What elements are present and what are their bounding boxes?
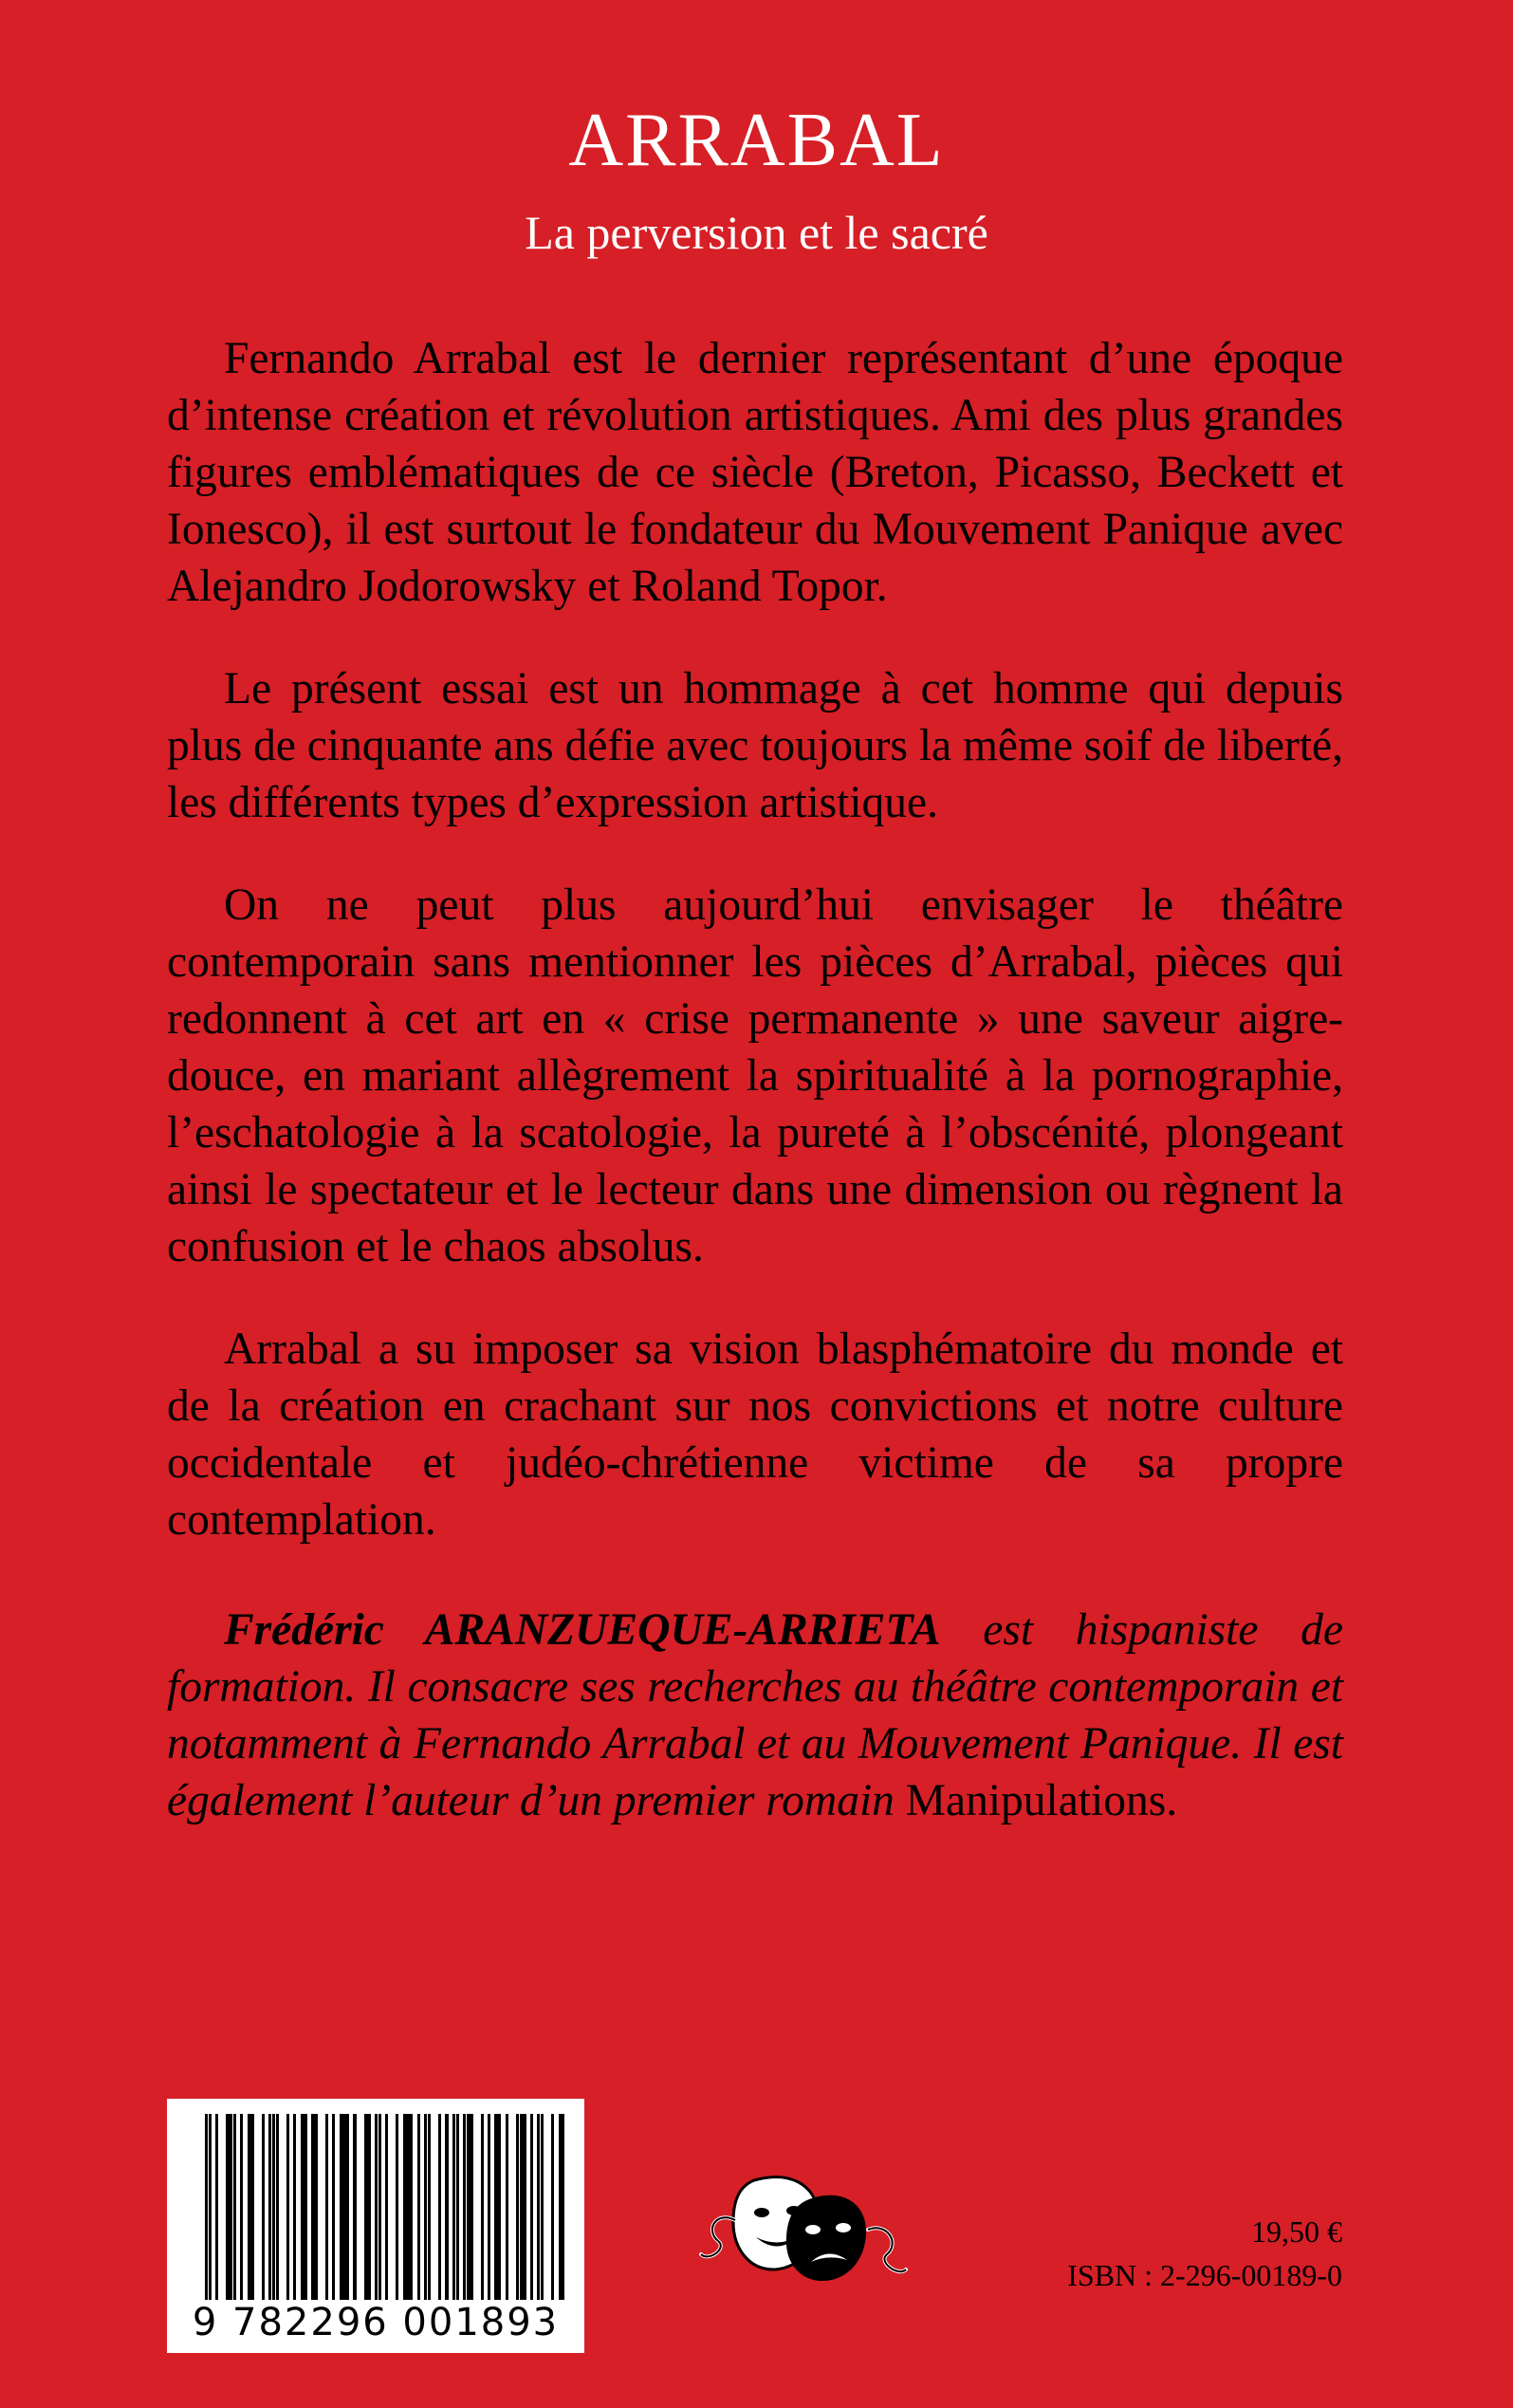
barcode-bar xyxy=(551,2114,554,2300)
barcode-bar xyxy=(342,2114,345,2300)
barcode-bar xyxy=(506,2114,508,2300)
barcode-bar xyxy=(470,2114,472,2300)
blurb-paragraph: Arrabal a su imposer sa vision blasphématoire du monde et de la création en crachant sur nos convictions et notre culture occidentale et judéo-chrétienne victime de sa propre contemplation. xyxy=(167,1324,1343,1545)
barcode-bar xyxy=(523,2114,526,2300)
barcode-bar xyxy=(378,2114,381,2300)
barcode-bar xyxy=(240,2114,243,2300)
theatre-masks-logo-icon xyxy=(697,2163,911,2296)
barcode-bar xyxy=(293,2114,296,2300)
barcode-bar xyxy=(332,2114,335,2300)
barcode-bar xyxy=(353,2114,356,2300)
barcode-bar xyxy=(406,2114,409,2300)
barcode-bar xyxy=(410,2114,413,2300)
author-bio xyxy=(167,1602,1343,1829)
barcode-bar xyxy=(325,2114,328,2300)
barcode-bar xyxy=(516,2114,519,2300)
barcode-bar xyxy=(498,2114,501,2300)
barcode-bar xyxy=(385,2114,388,2300)
barcode-digits: 9 782296 001893 xyxy=(192,2301,560,2344)
barcode-bar xyxy=(314,2114,317,2300)
blurb-paragraph: Fernando Arrabal est le dernier représentant d’une époque d’intense création et révolution artistiques. Ami des plus grandes figures emblématiques de ce siècle (Breton, Picasso, Beckett et Ionesco), il est surtout le fondateur du Mouvement Panique avec Alejandro Jodorowsky et Roland Topor. xyxy=(167,334,1343,611)
barcode-bar xyxy=(276,2114,279,2300)
barcode-bar xyxy=(226,2114,229,2300)
barcode-bar xyxy=(428,2114,431,2300)
barcode-bar xyxy=(311,2114,314,2300)
barcode-bars xyxy=(205,2114,565,2300)
blurb-paragraph: Le présent essai est un hommage à cet homme qui depuis plus de cinquante ans défie avec toujours la même soif de liberté, les différents types d’expression artistique. xyxy=(167,664,1343,827)
barcode-bar xyxy=(233,2114,236,2300)
author-bio-text: est hispaniste de formation. Il consacre ses recherches au théâtre contemporain et notamment à Fernando Arrabal et au Mouvement Panique. Il est également l’auteur d’un premier romain xyxy=(167,1605,1343,1825)
author-name: Frédéric ARANZUEQUE-ARRIETA xyxy=(224,1605,941,1655)
price: 19,50 € xyxy=(1251,2214,1342,2249)
barcode-bar xyxy=(301,2114,304,2300)
author-bio-end: . xyxy=(1166,1776,1178,1825)
barcode-bar xyxy=(346,2114,349,2300)
barcode-bar xyxy=(286,2114,289,2300)
barcode-bar xyxy=(481,2114,484,2300)
barcode-bar xyxy=(530,2114,533,2300)
barcode-bar xyxy=(438,2114,441,2300)
isbn-barcode xyxy=(167,2099,584,2353)
barcode-bar xyxy=(541,2114,544,2300)
author-book-title: Manipulations xyxy=(905,1776,1167,1825)
barcode-bar xyxy=(396,2114,398,2300)
book-subtitle: La perversion et le sacré xyxy=(525,206,988,259)
barcode-bar xyxy=(367,2114,370,2300)
blurb-paragraph: On ne peut plus aujourd’hui envisager le théâtre contemporain sans mentionner les pièces d’Arrabal, pièces qui redonnent à cet art en « crise permanente » une saveur aigre-douce, en mariant allègrement la spiritualité à la pornographie, l’eschatologie à la scatologie, la pureté à l’obscénité, plongeant ainsi le spectateur et le lecteur dans une dimension ou règnent la confusion et le chaos absolus. xyxy=(167,880,1343,1271)
barcode-bar xyxy=(304,2114,306,2300)
isbn: ISBN : 2-296-00189-0 xyxy=(1067,2258,1342,2292)
barcode-bar xyxy=(456,2114,459,2300)
barcode-bar xyxy=(488,2114,490,2300)
barcode-bar xyxy=(467,2114,470,2300)
book-title: ARRABAL xyxy=(568,99,945,182)
barcode-bar xyxy=(424,2114,427,2300)
barcode-bar xyxy=(262,2114,265,2300)
barcode-bar xyxy=(209,2114,212,2300)
barcode-bar xyxy=(417,2114,420,2300)
barcode-bar xyxy=(215,2114,218,2300)
barcode-bar xyxy=(250,2114,253,2300)
blurb xyxy=(167,330,1343,1875)
barcode-bar xyxy=(562,2114,564,2300)
barcode-bar xyxy=(445,2114,448,2300)
barcode-bar xyxy=(375,2114,378,2300)
barcode-bar xyxy=(268,2114,271,2300)
